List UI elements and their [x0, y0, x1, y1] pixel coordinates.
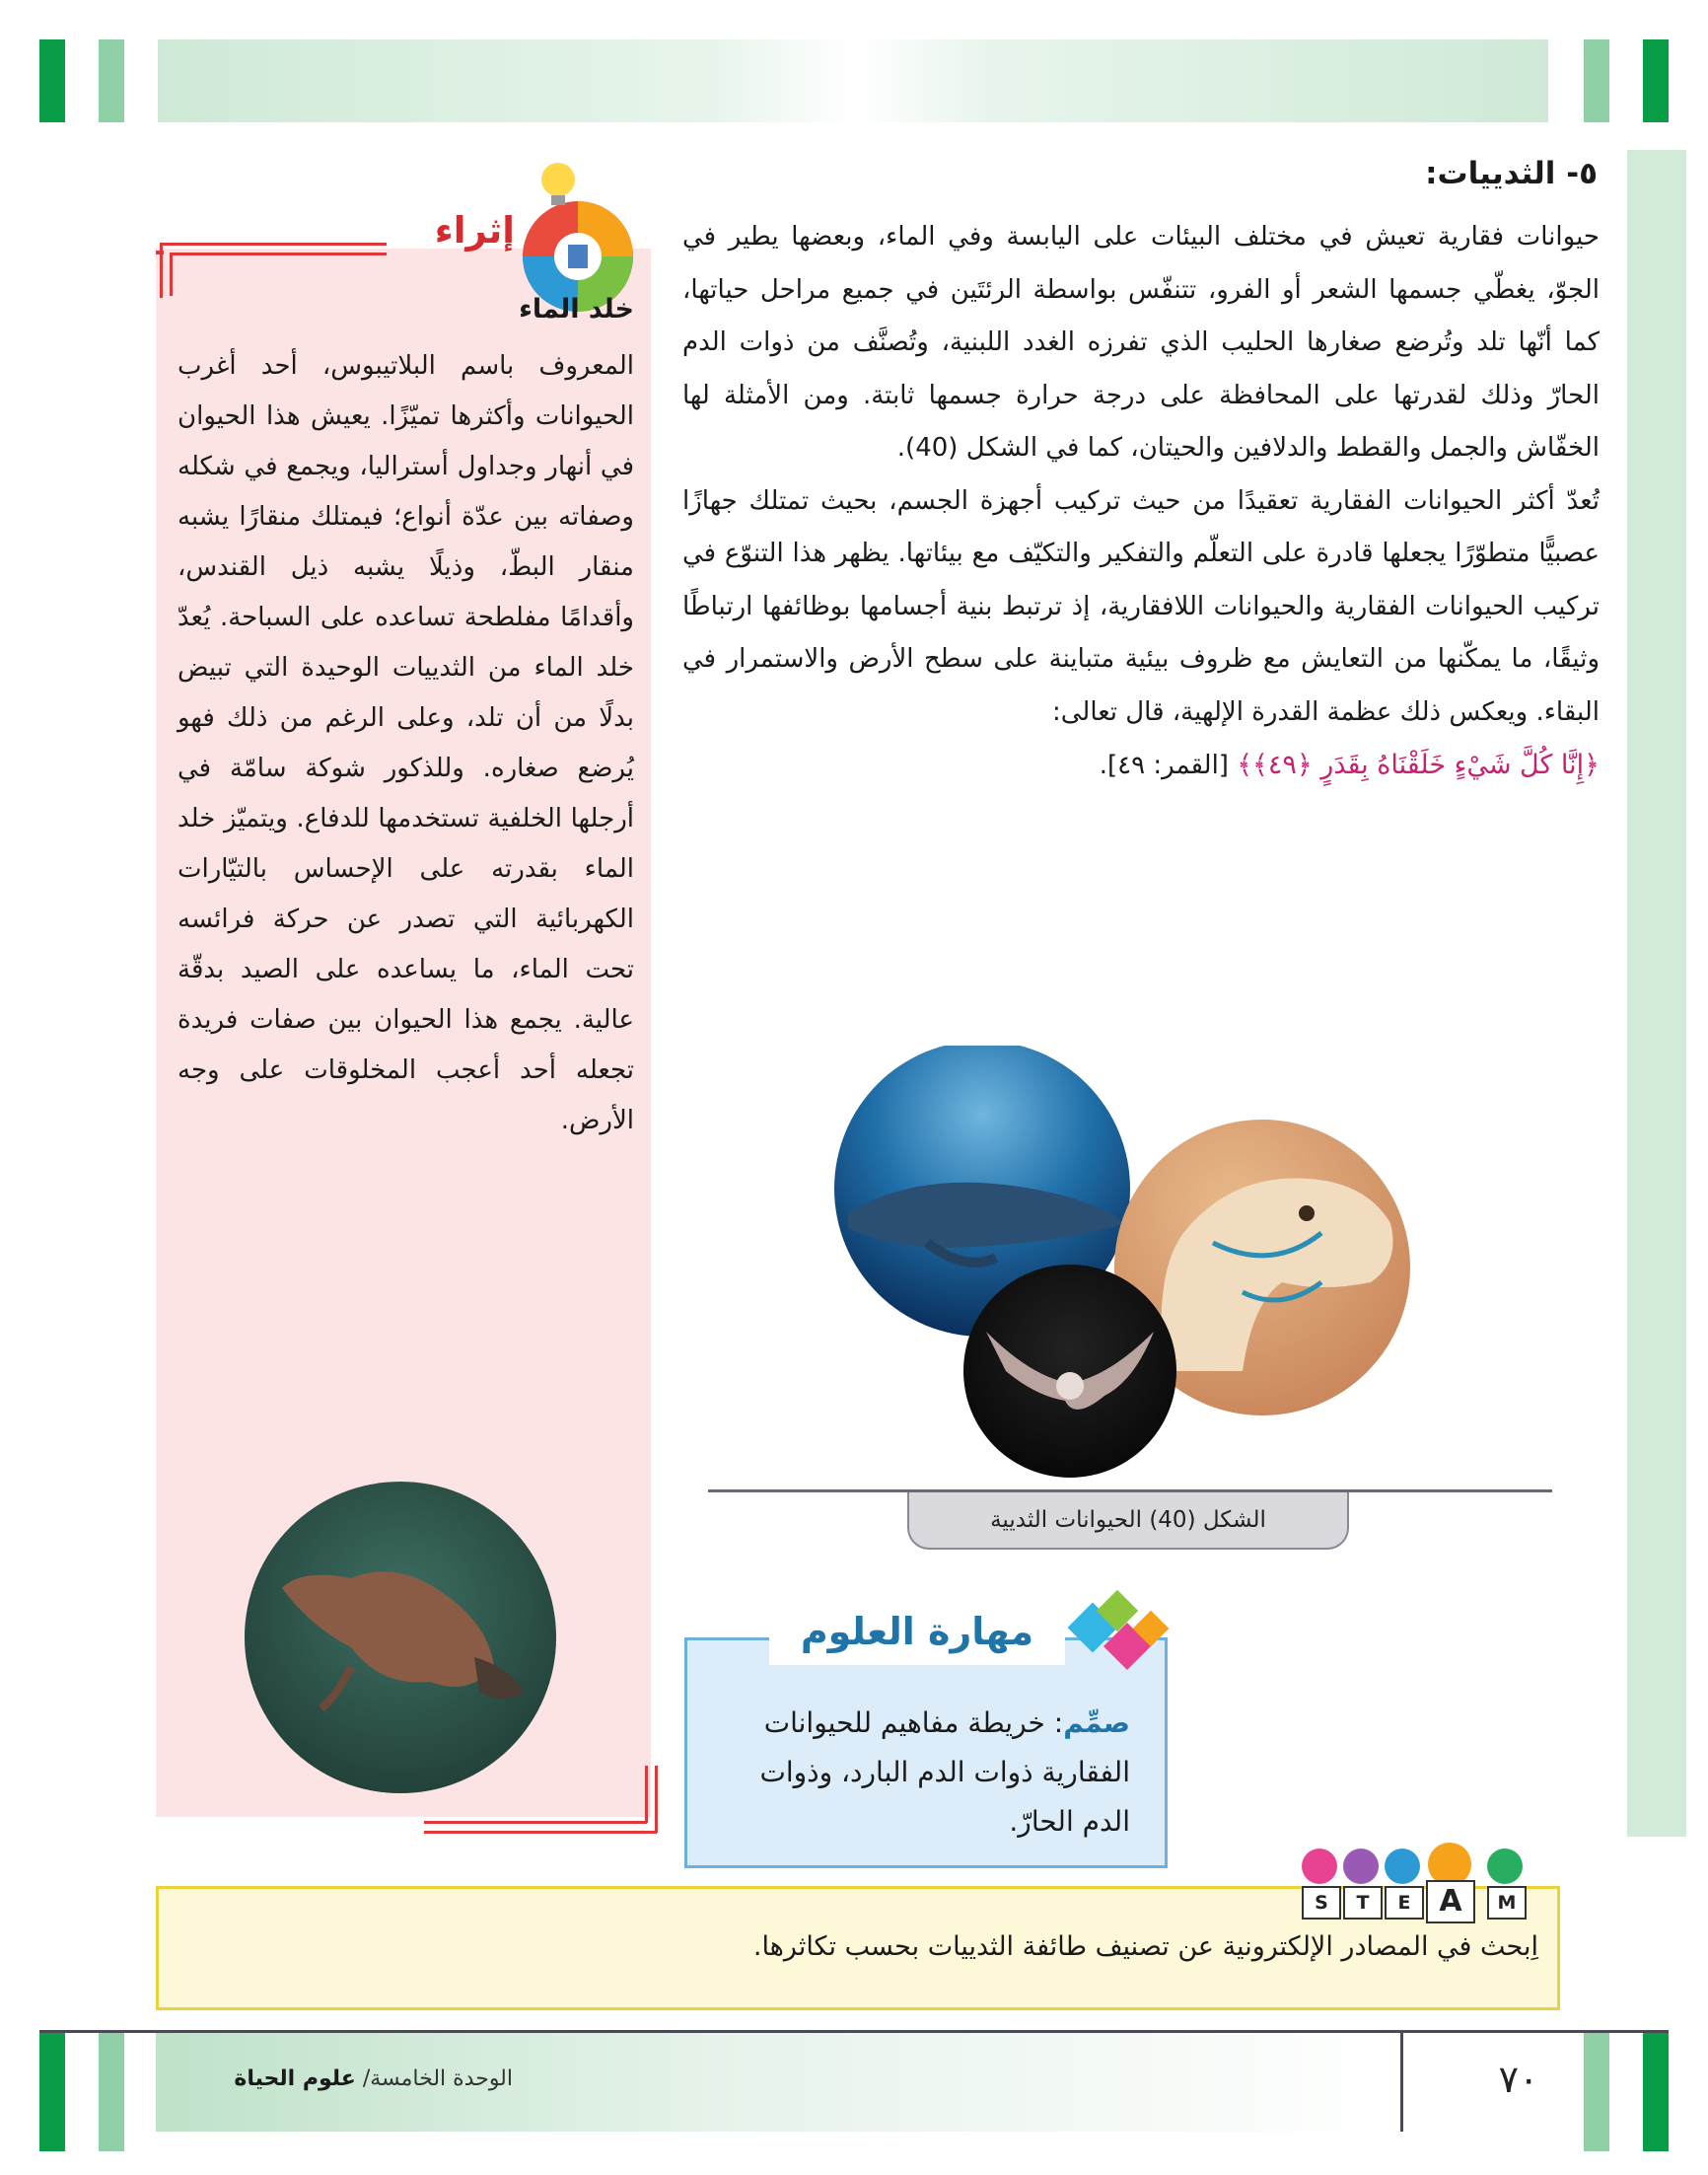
- header-bar-left-dark: [39, 39, 65, 122]
- steam-letter-e: E: [1385, 1886, 1424, 1920]
- skill-instruction: : خريطة مفاهيم للحيوانات الفقارية ذوات الدم البارد، وذوات الدم الحارّ.: [759, 1706, 1130, 1838]
- header-band: [158, 39, 1548, 122]
- enrich-frame-bottom: [424, 1821, 647, 1824]
- steam-prompt: اِبحث في المصادر الإلكترونية عن تصنيف طائفة الثدييات بحسب تكاثرها.: [752, 1931, 1538, 1962]
- enrichment-body: [178, 341, 634, 1146]
- enrich-frame-bottom2: [424, 1831, 657, 1834]
- footer-unit-label: الوحدة الخامسة/: [362, 2066, 513, 2091]
- steam-letter-m: M: [1487, 1886, 1527, 1920]
- right-side-strip: [1627, 150, 1686, 1837]
- verse-reference: [القمر: ٤٩].: [1099, 751, 1229, 780]
- enrichment-title: إثراء: [434, 209, 515, 252]
- footer-bar-left-dark: [39, 2033, 65, 2151]
- enrich-frame-top-right: [160, 243, 387, 246]
- steam-letter-a: A: [1426, 1880, 1475, 1923]
- quran-verse: ﴿إِنَّا كُلَّ شَيْءٍ خَلَقْنَاهُ بِقَدَرٍ ﴿٤٩﴾﴾: [1237, 750, 1600, 780]
- enrich-frame-right-bottom: [645, 1766, 648, 1823]
- puzzle-pieces-icon: [1063, 1590, 1172, 1689]
- footer-bar-right-light: [1584, 2033, 1609, 2151]
- steam-letter-s: S: [1302, 1886, 1341, 1920]
- verse-line: [682, 739, 1600, 793]
- footer-bar-left-light: [99, 2033, 124, 2151]
- section-body: [682, 211, 1600, 793]
- steam-letters: [1300, 1843, 1532, 1923]
- enrich-frame-left-top: [160, 243, 163, 298]
- paragraph-1: حيوانات فقارية تعيش في مختلف البيئات على اليابسة وفي الماء، وبعضها يطير في الجوّ، يغطّي جسمها الشعر أو الفرو، تتنفّس بواسطة الرئتَين في جميع مراحل حياتها، كما أنّها تلد وتُرضع صغارها الحليب الذي تفرزه الغدد اللبنية، وتُصنَّف من ذوات الدم الحارّ وذلك لقدرتها على المحافظة على درجة حرارة جسمها ثابتة. ومن الأمثلة لها الخفّاش والجمل والقطط والدلافين والحيتان، كما في الشكل (40).: [682, 222, 1600, 463]
- puzzle-icon: [1063, 1590, 1172, 1689]
- footer-subject: علوم الحياة: [234, 2066, 356, 2091]
- enrichment-wheel-icon: [519, 158, 637, 316]
- header-bar-left-light: [99, 39, 124, 122]
- enrich-frame-top-line2: [170, 253, 387, 255]
- steam-letter-t: T: [1343, 1886, 1383, 1920]
- header-bar-right-dark: [1643, 39, 1669, 122]
- platypus-image: [243, 1480, 558, 1795]
- mammals-illustration: [809, 1046, 1420, 1480]
- skill-body: [716, 1699, 1130, 1847]
- figure-40: [809, 1046, 1420, 1480]
- enrichment-subtitle: خلد الماء: [519, 294, 634, 325]
- enrich-frame-right-bottom2: [655, 1766, 658, 1833]
- page-number: ٧٠: [1498, 2058, 1539, 2101]
- enrichment-paragraph: المعروف باسم البلاتيبوس، أحد أغرب الحيوانات وأكثرها تميّزًا. يعيش هذا الحيوان في أنهار وجداول أستراليا، ويجمع في شكله وصفاته بين عدّة أنواع؛ فيمتلك منقارًا يشبه منقار البطّ، وذيلًا يشبه ذيل القندس، وأقدامًا مفلطحة تساعده على السباحة. يُعدّ خلد الماء من الثدييات الوحيدة التي تبيض بدلًا من أن تلد، وعلى الرغم من ذلك فهو يُرضع صغاره. وللذكور شوكة سامّة في أرجلها الخلفية تستخدمها للدفاع. ويتميّز خلد الماء بقدرته على الإحساس بالتيّارات الكهربائية التي تصدر عن حركة فرائسه تحت الماء، ما يساعده على الصيد بدقّة عالية. يجمع هذا الحيوان بين صفات فريدة تجعله أحد أعجب المخلوقات على وجه الأرض.: [178, 351, 634, 1135]
- footer-unit: [158, 2066, 513, 2091]
- footer-divider: [1400, 2033, 1403, 2132]
- paragraph-2: تُعدّ أكثر الحيوانات الفقارية تعقيدًا من حيث تركيب أجهزة الجسم، بحيث تمتلك جهازًا عصبيًّا متطوّرًا يجعلها قادرة على التعلّم والتفكير والتكيّف مع بيئاتها. يظهر هذا التنوّع في تركيب الحيوانات الفقارية والحيوانات اللافقارية، إذ ترتبط بنية أجسامها بوظائفها ارتباطًا وثيقًا، ما يمكّنها من التعايش مع ظروف بيئية متباينة على سطح الأرض والاستمرار في البقاء. ويعكس ذلك عظمة القدرة الإلهية، قال تعالى:: [682, 485, 1600, 727]
- section-title: ٥- الثدييات:: [1425, 156, 1598, 191]
- enrich-frame-left-top2: [170, 253, 173, 296]
- platypus-photo: [243, 1480, 558, 1795]
- enrichment-icon: [519, 158, 637, 316]
- bat-image: [963, 1265, 1176, 1478]
- skill-title: مهارة العلوم: [769, 1610, 1065, 1665]
- figure-caption: الشكل (40) الحيوانات الثديية: [907, 1492, 1349, 1550]
- footer-bar-right-dark: [1643, 2033, 1669, 2151]
- steam-badge-icons: [1300, 1843, 1532, 1888]
- header-bar-right-light: [1584, 39, 1609, 122]
- skill-verb: صمِّم: [1063, 1706, 1130, 1739]
